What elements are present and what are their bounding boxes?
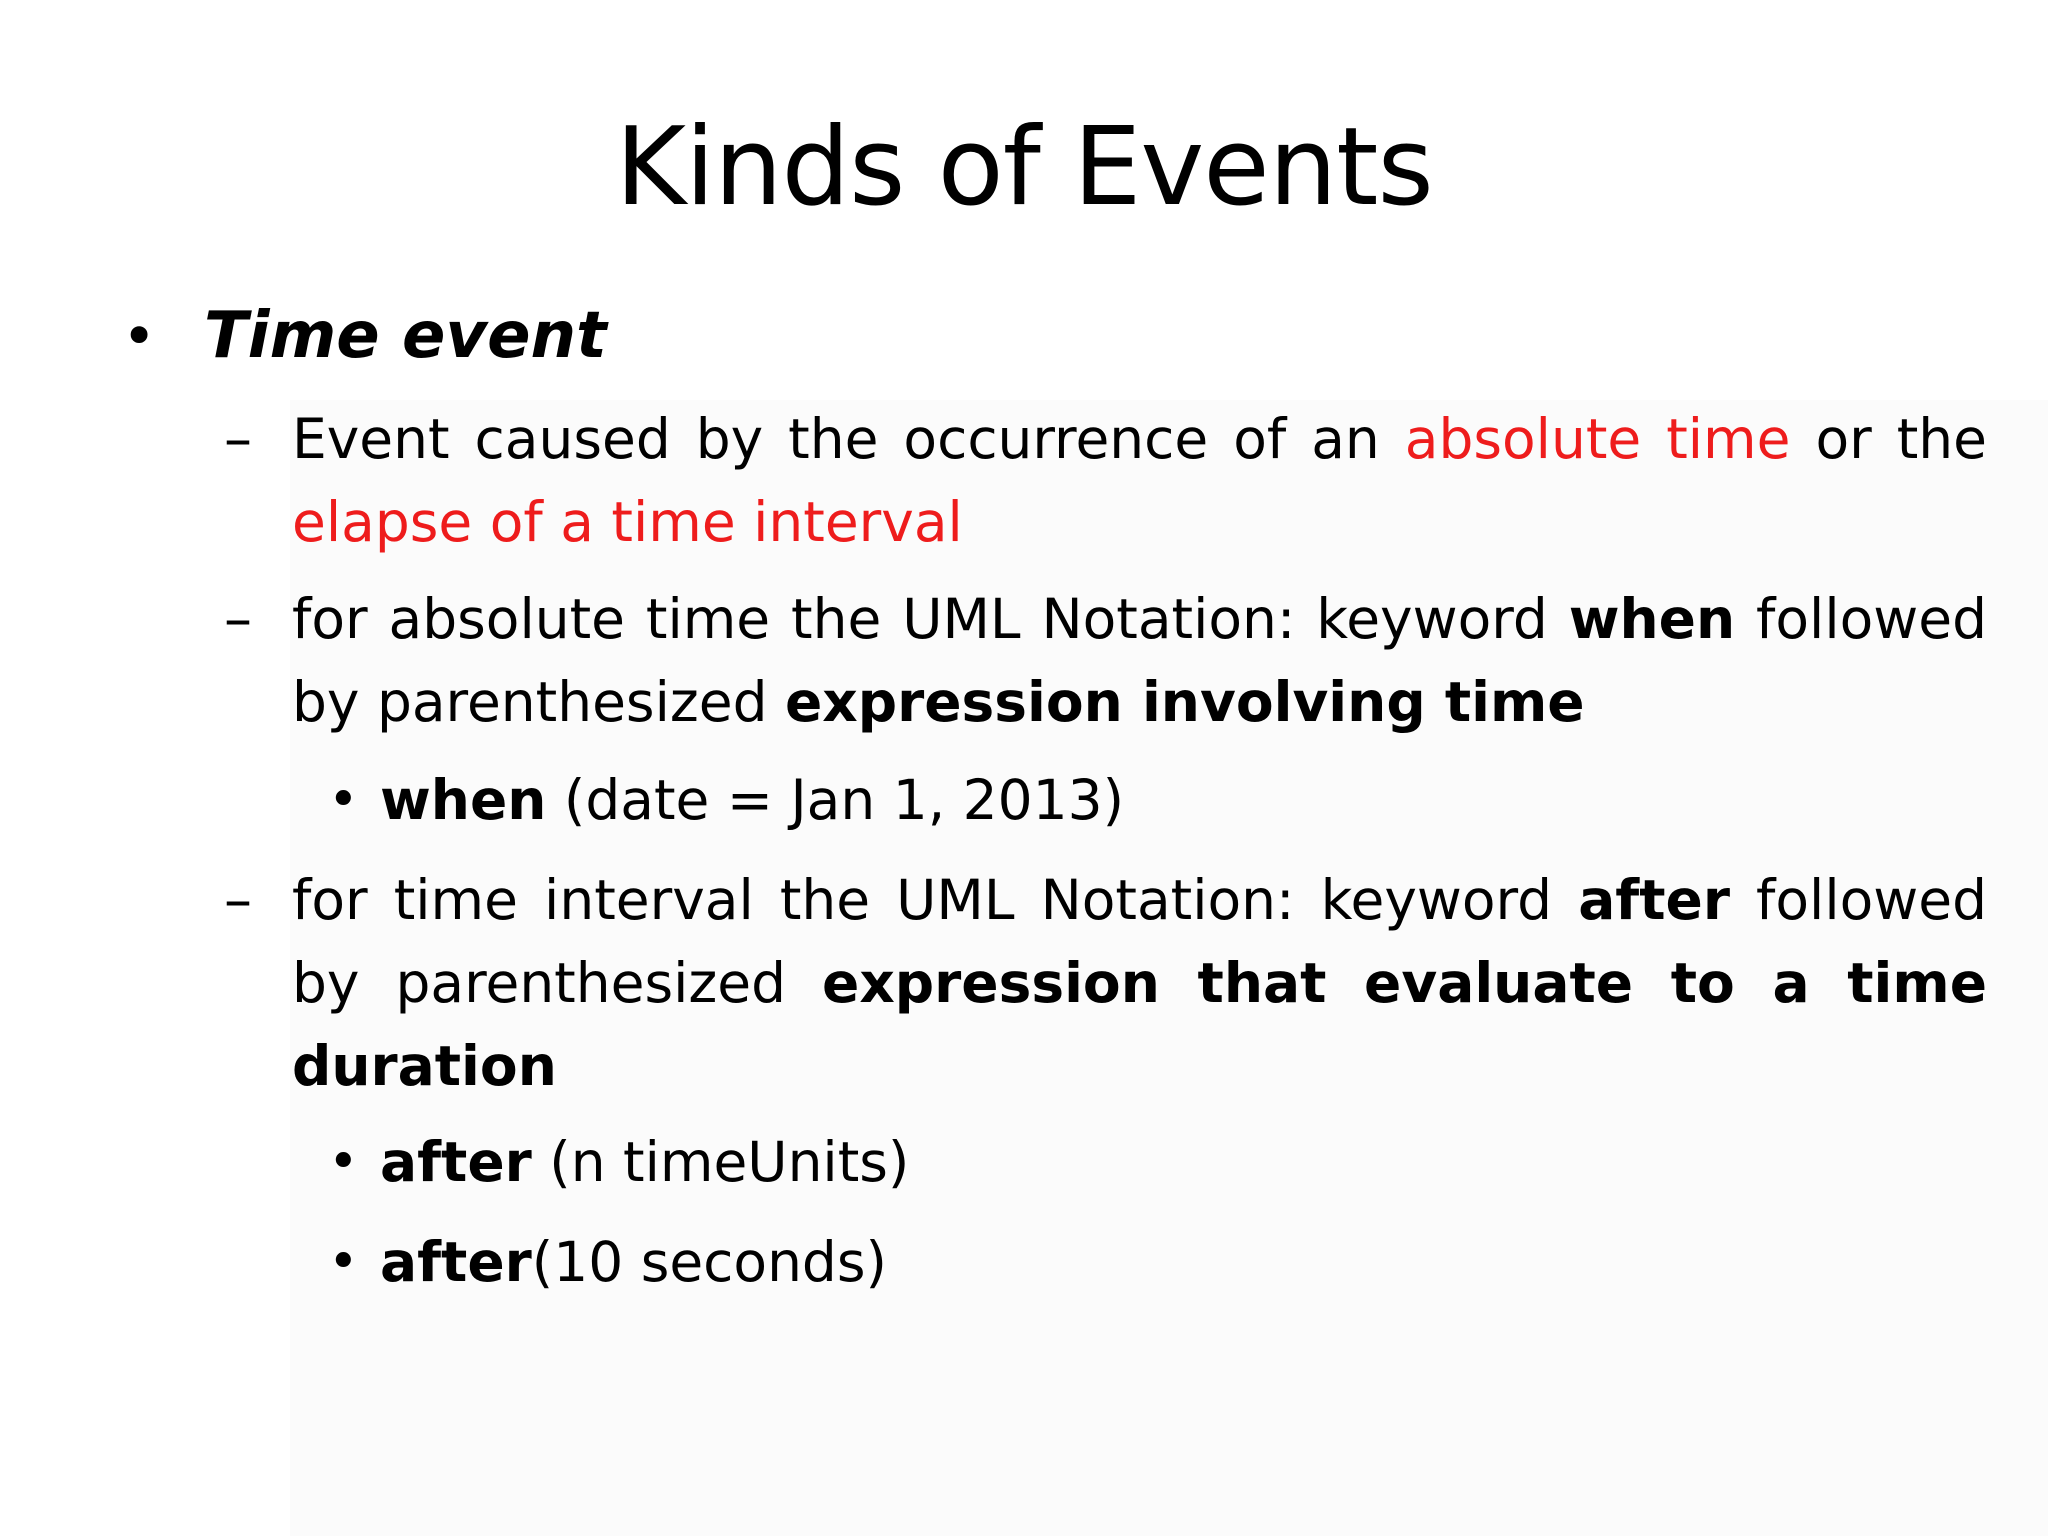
dash-icon: –	[224, 407, 252, 472]
bullet-time-event: Time event	[204, 299, 607, 373]
sub-bullet-dot: •	[328, 1232, 359, 1292]
example-when-keyword: when	[380, 768, 547, 832]
item-3-keyword-after: after	[1578, 868, 1730, 932]
item-1-highlight-elapse: elapse of a time interval	[292, 490, 963, 554]
item-3-expression: expression that evaluate to a time duration	[292, 951, 1987, 1098]
item-2-text-b: followed by parenthesized	[292, 587, 1987, 734]
example-after-expression: (n timeUnits)	[531, 1130, 910, 1194]
sub-bullet-dot: •	[328, 770, 359, 830]
example-after-n-timeunits	[380, 1122, 909, 1202]
dash-icon: –	[224, 868, 252, 933]
example-after-10-seconds	[380, 1222, 887, 1302]
example-after-keyword: after	[380, 1130, 532, 1194]
item-3-text-a: for time interval the UML Notation: keyword	[292, 868, 1579, 932]
item-time-interval-notation	[292, 859, 1987, 1108]
example-when	[380, 760, 1124, 840]
sub-bullet-dot: •	[328, 1132, 359, 1192]
item-1-highlight-absolute-time: absolute time	[1404, 407, 1791, 471]
item-3-text-b: followed by parenthesized	[292, 868, 1987, 1015]
bullet-dot: •	[122, 302, 157, 370]
item-2-expression: expression involving time	[784, 670, 1585, 734]
example-after-expression: (10 seconds)	[531, 1230, 887, 1294]
example-after-keyword: after	[380, 1230, 532, 1294]
item-absolute-time-notation	[292, 578, 1987, 744]
item-1-text-b: or the	[1790, 407, 1987, 471]
dash-icon: –	[224, 587, 252, 652]
example-when-expression: (date = Jan 1, 2013)	[546, 768, 1125, 832]
item-1-text-a: Event caused by the occurrence of an	[292, 407, 1405, 471]
item-2-text-a: for absolute time the UML Notation: keyword	[292, 587, 1569, 651]
slide-title: Kinds of Events	[615, 105, 1433, 230]
item-2-keyword-when: when	[1568, 587, 1736, 651]
item-absolute-or-elapse	[292, 398, 1987, 564]
